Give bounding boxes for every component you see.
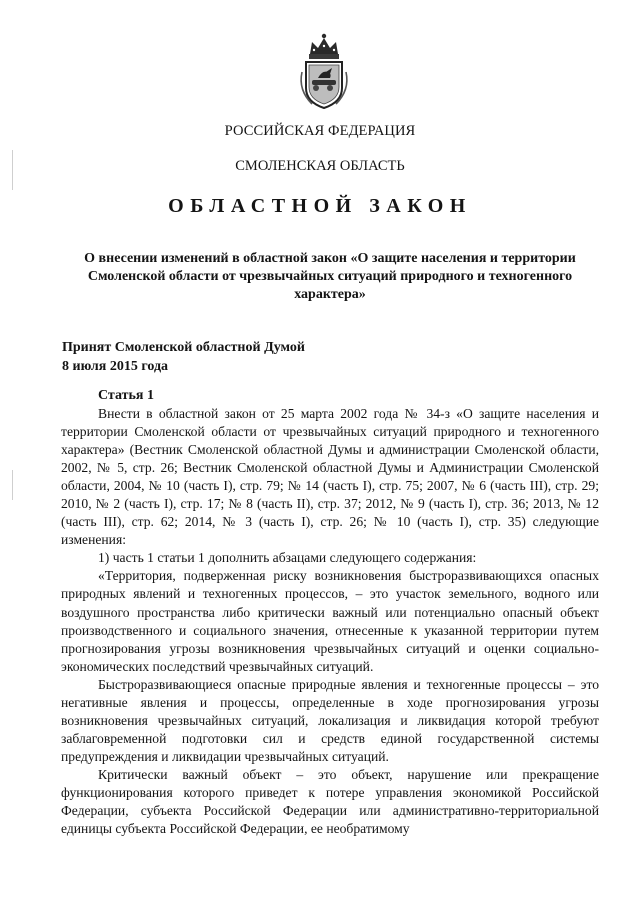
paragraph: Внести в областной закон от 25 марта 2002 года № 34-з «О защите населения и территории Смоленской области от чрезвычайных ситуаций природного и техногенного характера» (Вестник Смоленской областной Думы и администрации Смоленской области, 2002, № 5, стр. 26; Вестник Смоленской областной Думы и Администрации Смоленской области, 2004, № 10 (часть I), стр. 79; № 14 (часть I), стр. 75; 2007, № 6 (часть III), стр. 29; 2010, № 2 (часть I), стр. 17; № 8 (часть II), стр. 37; 2012, № 9 (часть I), стр. 36; 2013, № 12 (часть III), стр. 62; 2014, № 3 (часть I), стр. 26; № 10 (часть I), стр. 35) следующие изменения:: [61, 406, 599, 548]
paragraph: Быстроразвивающиеся опасные природные явления и техногенные процессы – это негативные явления и процессы, определенные в ходе прогнозирования угрозы возникновения чрезвычайных ситуаций, локализация и ликвидация которой требуют заблаговременной подготовки сил и средств единой государственной системы предупреждения и ликвидации чрезвычайных ситуаций.: [61, 676, 599, 764]
region-title: СМОЛЕНСКАЯ ОБЛАСТЬ: [235, 158, 405, 174]
smolensk-coat-of-arms-icon: [296, 32, 352, 112]
document-type-title: ОБЛАСТНОЙ ЗАКОН: [168, 195, 472, 217]
law-subject: О внесении изменений в областной закон «О защите населения и территории Смоленской области от чрезвычайных ситуаций природного и техногенного характера»: [84, 251, 576, 302]
paragraph: «Территория, подверженная риску возникновения быстроразвивающихся опасных природных явлений и техногенных процессов, – это участок земельного, водного или воздушного пространства либо критически важный или потенциально опасный объект производственного и социального значения, отнесенные к указанной территории путем прогнозирования угрозы возникновения чрезвычайных ситуаций и оценки социально-экономических последствий чрезвычайных ситуаций.: [61, 568, 599, 674]
paragraph: Критически важный объект – это объект, нарушение или прекращение функционирования которого приведет к потере управления экономикой Российской Федерации, субъекта Российской Федерации или административно-территориальной единицы субъекта Российской Федерации, ее необратимому: [61, 766, 599, 837]
adoption-line: Принят Смоленской областной Думой: [62, 340, 305, 355]
article-heading: Статья 1: [98, 388, 154, 403]
country-title: РОССИЙСКАЯ ФЕДЕРАЦИЯ: [224, 123, 416, 139]
paragraph: 1) часть 1 статьи 1 дополнить абзацами следующего содержания:: [98, 550, 477, 566]
article-body: [61, 405, 599, 838]
scan-margin-line: [12, 470, 13, 500]
adoption-date: 8 июля 2015 года: [62, 359, 169, 374]
adoption-block: [62, 338, 305, 376]
